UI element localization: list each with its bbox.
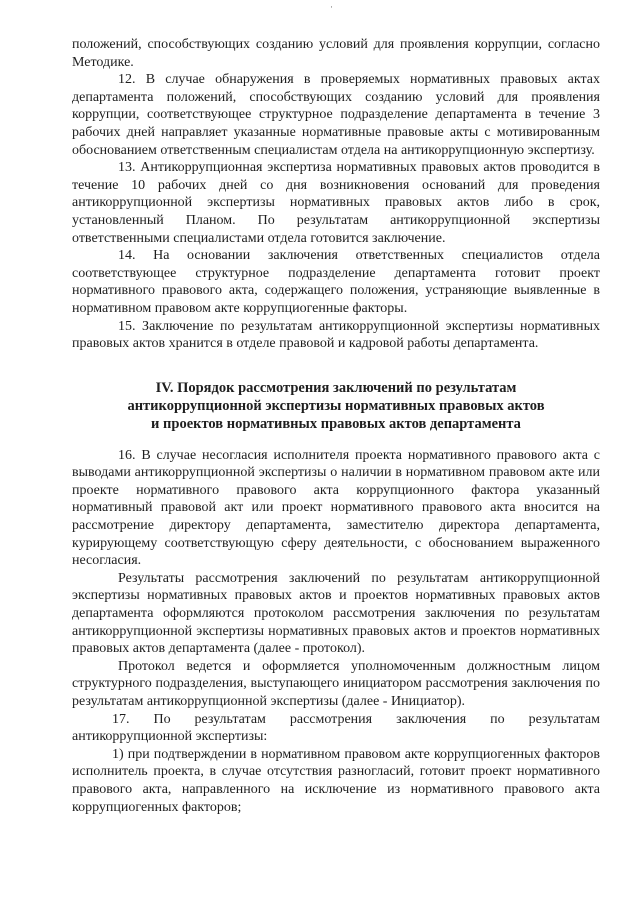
paragraph-14: 14. На основании заключения ответственных специалистов отдела соответствующее структурное подразделение департамента готовит проект нормативного правового акта, содержащего положения, устраняющие выявленные в нормативном правовом акте коррупциогенные факторы. bbox=[72, 248, 600, 316]
paragraph-17: 17. По результатам рассмотрения заключения по результатам антикоррупционной экспертизы: bbox=[72, 711, 600, 745]
paragraph-results: Результаты рассмотрения заключений по результатам антикоррупционной экспертизы нормативных правовых актов и проектов нормативных правовых актов департамента оформляются протоколом рассмотрения заключения по результатам антикоррупционной экспертизы нормативных правовых актов и проектов нормативных правовых актов департамента (далее - протокол). bbox=[72, 570, 600, 657]
section-heading-line-1: IV. Порядок рассмотрения заключений по результатам bbox=[155, 379, 517, 396]
paragraph-protocol: Протокол ведется и оформляется уполномоченным должностным лицом структурного подразделения, выступающего инициатором рассмотрения заключения по результатам антикоррупционной экспертизы (далее - Инициатор). bbox=[72, 658, 600, 709]
section-heading-line-2: антикоррупционной экспертизы нормативных правовых актов bbox=[127, 397, 545, 414]
paragraph-17-item-1: 1) при подтверждении в нормативном правовом акте коррупциогенных факторов исполнитель проекта, в случае отсутствия разногласий, готовит проект нормативного правового акта, направленного на исключение из нормативного правового акта коррупциогенных факторов; bbox=[72, 746, 600, 815]
section-heading-line-3: и проектов нормативных правовых актов департамента bbox=[151, 415, 521, 432]
paragraph-12: 12. В случае обнаружения в проверяемых нормативных правовых актах департамента положений, способствующих созданию условий для проявления коррупции, соответствующее структурное подразделение департамента в течение 3 рабочих дней направляет указанные нормативные правовые акты с мотивированным обоснованием ответственным специалистам отдела на антикоррупционную экспертизу. bbox=[72, 72, 600, 158]
paragraph-16: 16. В случае несогласия исполнителя проекта нормативного правового акта с выводами антикоррупционной экспертизы о наличии в нормативном правовом акте или проекте нормативного правового акта коррупционного фактора указанный нормативный правовой акт или проект нормативного правового акта вносится на рассмотрение директору департамента, заместителю директора департамента, курирующему соответствующую сферу деятельности, с обоснованием выраженного несогласия. bbox=[72, 447, 600, 569]
document-body bbox=[72, 36, 600, 816]
paragraph-13: 13. Антикоррупционная экспертиза нормативных правовых актов проводится в течение 10 рабочих дней со дня возникновения оснований для проведения антикоррупционной экспертизы нормативных правовых актов либо в срок, установленный Планом. По результатам антикоррупционной экспертизы ответственными специалистами отдела готовится заключение. bbox=[72, 160, 600, 246]
section-heading bbox=[72, 379, 600, 433]
paragraph-continuation: положений, способствующих созданию условий для проявления коррупции, согласно Методике. bbox=[72, 37, 600, 70]
page-mark: · bbox=[330, 2, 333, 12]
paragraph-15: 15. Заключение по результатам антикоррупционной экспертизы нормативных правовых актов хранится в отделе правовой и кадровой работы департамента. bbox=[72, 318, 600, 352]
